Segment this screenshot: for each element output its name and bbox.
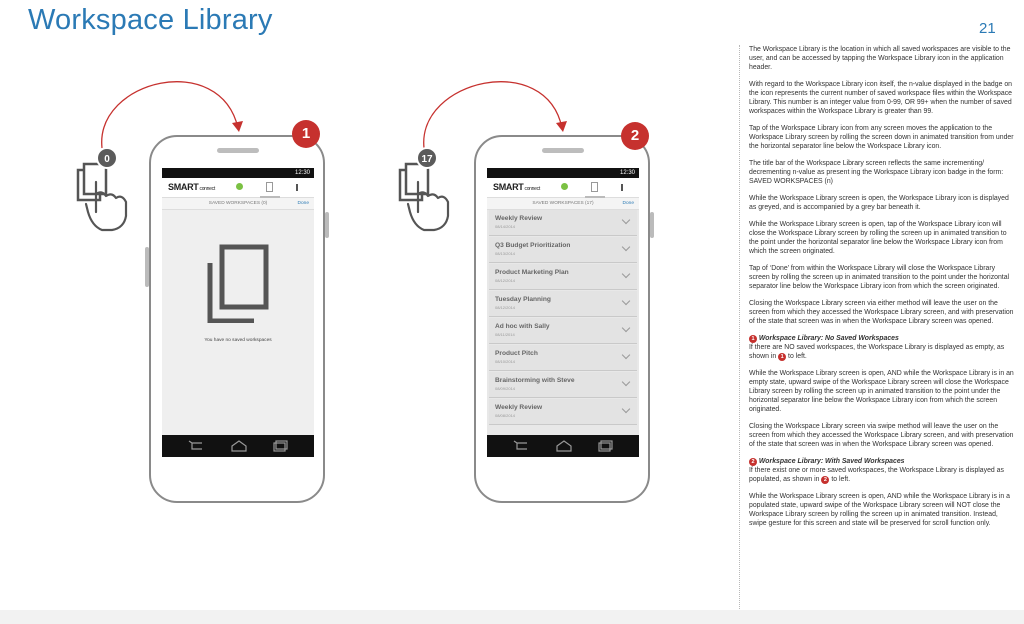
- workspace-name: Ad hoc with Sally: [495, 323, 550, 330]
- chevron-down-icon[interactable]: [622, 297, 630, 305]
- arrowhead-1: [232, 121, 243, 132]
- phone-screen: [162, 168, 314, 457]
- workspace-name: Product Marketing Plan: [495, 269, 569, 276]
- paragraph: The title bar of the Workspace Library screen reflects the same incrementing/ decrementing n-value as present ing the Workspace Library icon badge in the form: SAVED WORKSPACES (n): [749, 160, 1004, 185]
- workspace-name: Tuesday Planning: [495, 296, 551, 303]
- section-populated: [749, 457, 1017, 484]
- library-title: SAVED WORKSPACES (17): [532, 201, 594, 206]
- list-item[interactable]: [489, 264, 637, 290]
- list-item[interactable]: [489, 318, 637, 344]
- volume-button: [145, 247, 149, 287]
- arrowhead-2: [556, 121, 567, 132]
- workspace-date: 08/13/2014: [495, 251, 516, 256]
- phone-mockup-populated: [474, 135, 650, 503]
- section-number-1: 1: [749, 335, 757, 343]
- workspace-name: Weekly Review: [495, 404, 543, 411]
- app-header: [162, 178, 314, 198]
- home-icon[interactable]: [555, 439, 573, 452]
- chevron-down-icon[interactable]: [622, 270, 630, 278]
- callout-2: 2: [621, 122, 649, 150]
- phone-speaker: [217, 148, 259, 153]
- library-badge: 17: [416, 147, 438, 169]
- library-title-bar: [162, 198, 314, 210]
- paragraph: Closing the Workspace Library screen via swipe method will leave the user on the screen from which they accessed the Workspace Library screen, and with preservation of the state that screen was in when the Workspace Library screen was opened.: [749, 423, 1014, 448]
- workspace-name: Weekly Review: [495, 215, 543, 222]
- section-body-end: to left.: [788, 353, 807, 360]
- overflow-menu-icon[interactable]: [621, 184, 623, 191]
- done-button[interactable]: Done: [622, 201, 634, 206]
- workspace-library-icon[interactable]: [266, 182, 273, 192]
- phone-screen: [487, 168, 639, 457]
- list-item[interactable]: [489, 291, 637, 317]
- section-body-end: to left.: [831, 476, 851, 483]
- callout-1: 1: [292, 120, 320, 148]
- recents-icon[interactable]: [272, 439, 290, 452]
- status-bar: 12:30: [162, 168, 314, 178]
- section-body: If there are NO saved workspaces, the Workspace Library is displayed as empty, as shown in: [749, 344, 1005, 360]
- status-bar: 12:30: [487, 168, 639, 178]
- page-title: Workspace Library: [28, 4, 273, 36]
- app-header: [487, 178, 639, 198]
- power-button: [650, 212, 654, 238]
- workspace-name: Brainstorming with Steve: [495, 377, 575, 384]
- section-body: If there exist one or more saved workspaces, the Workspace Library is displayed as populated, as shown in: [749, 467, 1004, 483]
- empty-message: You have no saved workspaces: [204, 338, 272, 343]
- workspace-list[interactable]: [487, 210, 639, 435]
- workspace-date: 08/14/2014: [495, 224, 516, 229]
- paragraph: The Workspace Library is the location in which all saved workspaces are visible to the user, and can be accessed by tapping the Workspace Library icon in the application header.: [749, 46, 1011, 71]
- tap-library-icon-empty: [72, 150, 142, 240]
- inline-ref-1: 1: [778, 353, 786, 361]
- workspace-name: Product Pitch: [495, 350, 538, 357]
- inline-ref-2: 2: [821, 476, 829, 484]
- list-item[interactable]: [489, 372, 637, 398]
- workspace-name: Q3 Budget Prioritization: [495, 242, 571, 249]
- smart-logo: SMARTconnect: [493, 182, 540, 192]
- empty-library-area: [162, 210, 314, 435]
- workspace-date: 08/12/2014: [495, 305, 516, 310]
- list-item[interactable]: [489, 399, 637, 425]
- android-nav-bar: [162, 435, 314, 457]
- phone-speaker: [542, 148, 584, 153]
- chevron-down-icon[interactable]: [622, 405, 630, 413]
- paragraph: While the Workspace Library screen is open, AND while the Workspace Library is in a populated state, upward swipe of the Workspace Library screen will NOT close the Workspace Library screen by rolling the screen up in animated transition. Instead, swipe gesture for this screen and state will be preserved for scroll function only.: [749, 493, 1010, 527]
- connection-status-icon: [236, 183, 243, 190]
- workspace-library-icon[interactable]: [591, 182, 598, 192]
- paragraph: While the Workspace Library screen is open, tap of the Workspace Library icon will close the Workspace Library screen by rolling the screen up in animated transition to the point under the horizontal separator line below the Workspace Library icon from which the screen originated.: [749, 221, 1007, 255]
- list-item[interactable]: [489, 210, 637, 236]
- paragraph: Tap of ‘Done’ from within the Workspace Library will close the Workspace Library screen by rolling the screen up in animated transition to the point under the horizontal separator line below the Workspace Library icon from which the screen originated.: [749, 265, 1010, 290]
- chevron-down-icon[interactable]: [622, 378, 630, 386]
- library-title: SAVED WORKSPACES (0): [208, 201, 268, 206]
- section-number-2: 2: [749, 458, 757, 466]
- paragraph: While the Workspace Library screen is open, AND while the Workspace Library is in an empty state, upward swipe of the Workspace Library screen will close the Workspace Library screen by rolling the screen up in animated transition to the point under the horizontal separator line below the Workspace Library icon from which the screen originated.: [749, 370, 1014, 413]
- section-empty: [749, 334, 1017, 361]
- back-icon[interactable]: [513, 440, 531, 452]
- library-badge: 0: [96, 147, 118, 169]
- home-icon[interactable]: [230, 439, 248, 452]
- workspace-date: 08/12/2014: [495, 278, 516, 283]
- list-item[interactable]: [489, 345, 637, 371]
- paragraph: Closing the Workspace Library screen via either method will leave the user on the screen from which they accessed the Workspace Library screen, and with preservation of the state that screen was in when the Workspace Library screen was opened.: [749, 300, 1014, 325]
- android-nav-bar: [487, 435, 639, 457]
- workspace-date: 08/08/2014: [495, 413, 516, 418]
- empty-documents-icon: [204, 243, 274, 323]
- workspace-date: 08/09/2014: [495, 386, 516, 391]
- chevron-down-icon[interactable]: [622, 243, 630, 251]
- overflow-menu-icon[interactable]: [296, 184, 298, 191]
- page-number: 21: [979, 20, 996, 37]
- chevron-down-icon[interactable]: [622, 216, 630, 224]
- done-button[interactable]: Done: [297, 201, 309, 206]
- chevron-down-icon[interactable]: [622, 351, 630, 359]
- smart-logo: SMARTconnect: [168, 182, 215, 192]
- page-footer-band: [0, 610, 1024, 624]
- back-icon[interactable]: [188, 440, 206, 452]
- library-title-bar: [487, 198, 639, 210]
- section-heading: Workspace Library: With Saved Workspaces: [758, 458, 905, 465]
- workspace-date: 08/11/2014: [495, 332, 515, 337]
- paragraph: While the Workspace Library screen is open, the Workspace Library icon is displayed as greyed, and is accompanied by a grey bar beneath it.: [749, 195, 1009, 211]
- connection-status-icon: [561, 183, 568, 190]
- paragraph: Tap of the Workspace Library icon from any screen moves the application to the Workspace Library screen by rolling the screen down in animated transition from under the horizontal separator line below the Workspace Library icon.: [749, 125, 1014, 150]
- list-item[interactable]: [489, 237, 637, 263]
- tap-library-icon-populated: [394, 150, 464, 240]
- description-column: [739, 45, 1017, 615]
- workspace-date: 08/10/2014: [495, 359, 516, 364]
- power-button: [325, 212, 329, 238]
- recents-icon[interactable]: [597, 439, 615, 452]
- section-heading: Workspace Library: No Saved Workspaces: [758, 335, 899, 342]
- phone-mockup-empty: [149, 135, 325, 503]
- paragraph: With regard to the Workspace Library icon itself, the n-value displayed in the badge on the icon represents the current number of saved workspace files within the Workspace Library. This number is an integer value from 0-99, OR 99+ when the number of saved workspaces within the Workspace Library is greater than 99.: [749, 81, 1013, 115]
- chevron-down-icon[interactable]: [622, 324, 630, 332]
